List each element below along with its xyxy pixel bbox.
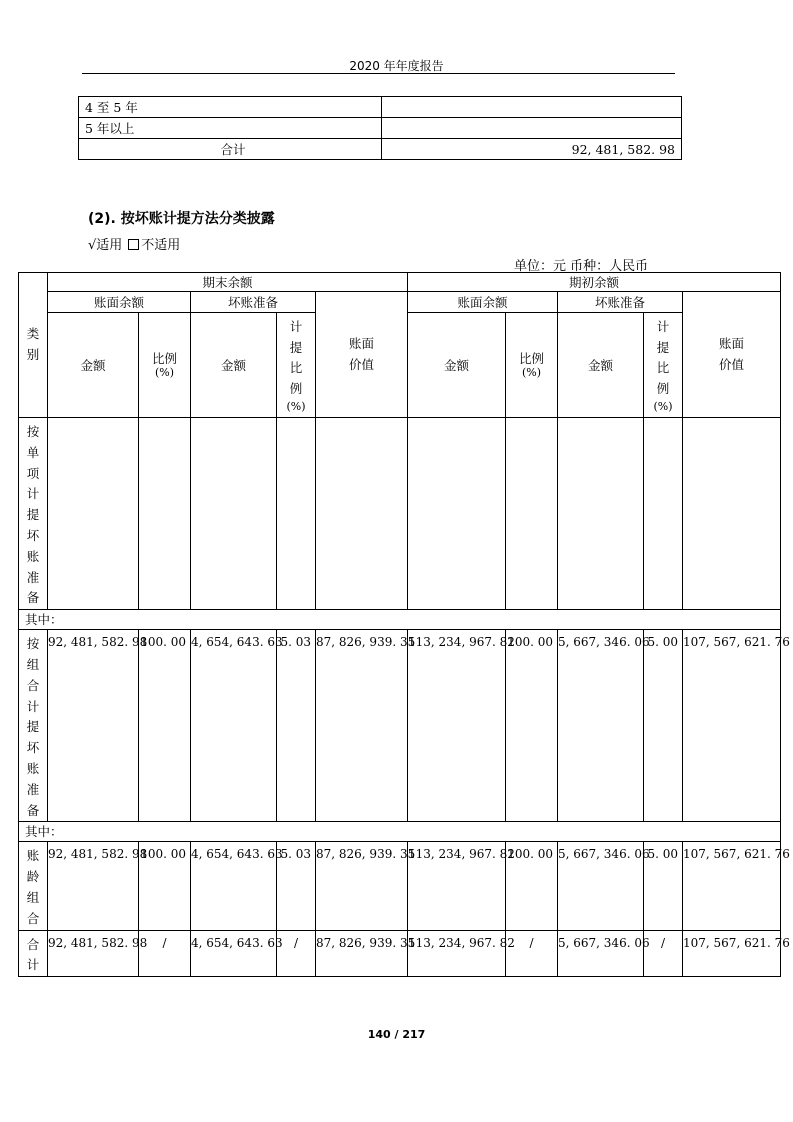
cell-value: 107, 567, 621. 76 — [683, 630, 781, 822]
cell-amount: 4, 654, 643. 63 — [191, 842, 277, 930]
cell-ratio: / — [506, 930, 558, 977]
header-book-value: 账面价值 — [316, 292, 408, 418]
table-row — [79, 97, 682, 118]
table-row-single — [19, 418, 781, 610]
aging-value — [382, 97, 682, 118]
table-row — [79, 118, 682, 139]
header-row — [19, 292, 781, 313]
cell-value: 107, 567, 621. 76 — [683, 930, 781, 977]
header-bad-debt: 坏账准备 — [191, 292, 316, 313]
provision-table — [18, 272, 790, 977]
cell-amount: 113, 234, 967. 82 — [408, 630, 506, 822]
header-amount: 金额 — [48, 313, 139, 418]
aging-total-value: 92, 481, 582. 98 — [382, 139, 682, 160]
cell-ratio: 100. 00 — [139, 630, 191, 822]
cell-amount: 5, 667, 346. 06 — [558, 930, 644, 977]
header-divider — [82, 73, 675, 74]
page-header-title: 2020 年年度报告 — [349, 59, 444, 73]
cell-ratio: 5. 00 — [644, 842, 683, 930]
cell-ratio: 5. 03 — [277, 842, 316, 930]
table-row-sub — [19, 610, 781, 630]
cell-ratio: / — [644, 930, 683, 977]
section-title: (2). 按坏账计提方法分类披露 — [88, 211, 275, 227]
cell-amount: 4, 654, 643. 63 — [191, 630, 277, 822]
aging-label: 4 至 5 年 — [79, 97, 382, 118]
header-amount: 金额 — [558, 313, 644, 418]
page-number: 140 / 217 — [367, 1028, 426, 1041]
aging-label: 5 年以上 — [79, 118, 382, 139]
header-begin-balance: 期初余额 — [408, 273, 781, 292]
header-category: 类别 — [19, 273, 48, 418]
cell-amount: 92, 481, 582. 98 — [48, 930, 139, 977]
aging-table — [78, 96, 682, 160]
cell-value: 87, 826, 939. 35 — [316, 842, 408, 930]
header-ratio: 比例 (%) — [139, 313, 191, 418]
header-amount: 金额 — [408, 313, 506, 418]
aging-value — [382, 118, 682, 139]
cell-amount: 5, 667, 346. 06 — [558, 630, 644, 822]
header-book-value: 账面价值 — [683, 292, 781, 418]
header-book-balance: 账面余额 — [408, 292, 558, 313]
cell-ratio: 100. 00 — [506, 630, 558, 822]
cell-amount: 4, 654, 643. 63 — [191, 930, 277, 977]
cell-value: 87, 826, 939. 35 — [316, 930, 408, 977]
cell-value: 87, 826, 939. 35 — [316, 630, 408, 822]
cell-ratio: 5. 00 — [644, 630, 683, 822]
row-label: 按单项计提坏账准备 — [19, 418, 48, 610]
option-not-applicable: 不适用 — [141, 238, 181, 253]
table-row-total — [79, 139, 682, 160]
option-applicable: √适用 — [88, 238, 123, 253]
table-row-sub — [19, 822, 781, 842]
header-provision-ratio: 计提比例 (%) — [277, 313, 316, 418]
table-row-total — [19, 930, 781, 977]
table-row-group — [19, 630, 781, 822]
cell-amount: 5, 667, 346. 06 — [558, 842, 644, 930]
header-provision-ratio: 计提比例 (%) — [644, 313, 683, 418]
cell-amount: 92, 481, 582. 98 — [48, 842, 139, 930]
cell-amount: 113, 234, 967. 82 — [408, 930, 506, 977]
sub-label: 其中： — [19, 822, 781, 842]
table-row-aging — [19, 842, 781, 930]
cell-ratio: 100. 00 — [139, 842, 191, 930]
header-bad-debt: 坏账准备 — [558, 292, 683, 313]
cell-amount: 113, 234, 967. 82 — [408, 842, 506, 930]
row-label: 合计 — [19, 930, 48, 977]
row-label: 按组合计提坏账准备 — [19, 630, 48, 822]
header-end-balance: 期末余额 — [48, 273, 408, 292]
header-amount: 金额 — [191, 313, 277, 418]
applicability-options — [88, 234, 180, 253]
checkbox-icon — [128, 239, 139, 250]
header-book-balance: 账面余额 — [48, 292, 191, 313]
cell-ratio: 5. 03 — [277, 630, 316, 822]
aging-total-label: 合计 — [79, 139, 382, 160]
cell-ratio: / — [139, 930, 191, 977]
header-ratio: 比例 (%) — [506, 313, 558, 418]
cell-ratio: 100. 00 — [506, 842, 558, 930]
header-row — [19, 273, 781, 292]
sub-label: 其中： — [19, 610, 781, 630]
cell-value: 107, 567, 621. 76 — [683, 842, 781, 930]
row-label: 账龄组合 — [19, 842, 48, 930]
cell-ratio: / — [277, 930, 316, 977]
cell-amount: 92, 481, 582. 98 — [48, 630, 139, 822]
unit-line: 单位：元 币种：人民币 — [514, 259, 649, 274]
